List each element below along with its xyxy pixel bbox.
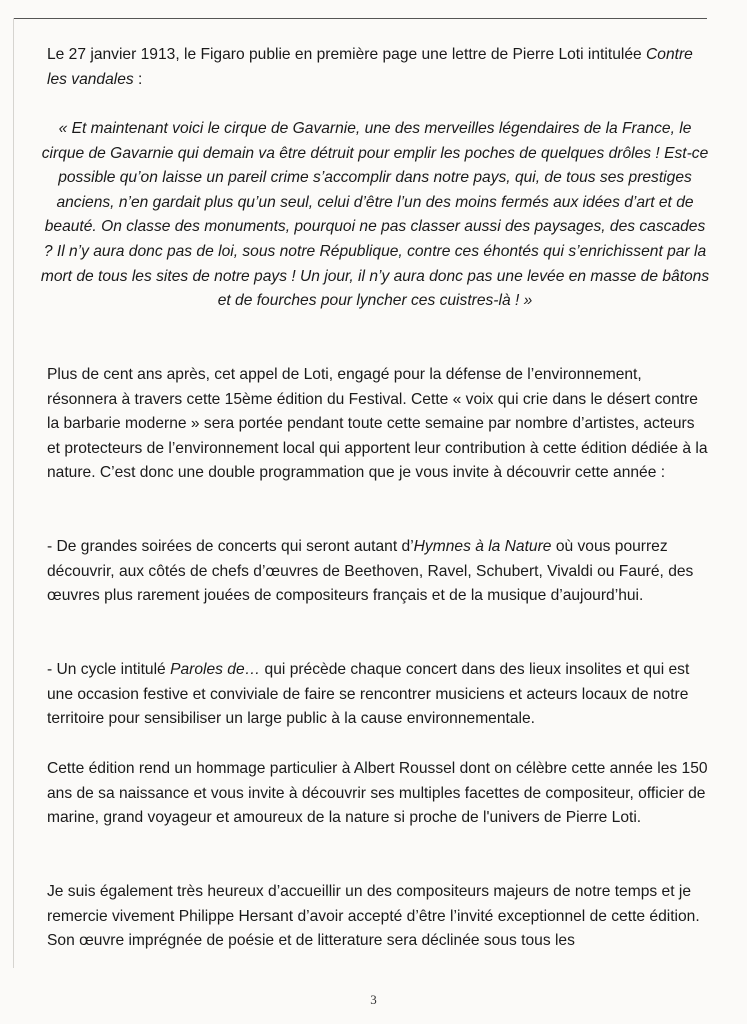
intro-text: Le 27 janvier 1913, le Figaro publie en première page une lettre de Pierre Loti intitulée [47, 46, 647, 63]
paragraph-concerts [47, 535, 710, 609]
paroles-text-after: qui précède chaque concert dans des lieux insolites et qui est une occasion festive et conviviale de faire se rencontrer musiciens et acteurs locaux de notre territoire pour sensibiliser un large public à la cause environnementale. [47, 661, 690, 728]
page-number: 3 [370, 992, 377, 1007]
concerts-text-after: où vous pourrez découvrir, aux côtés de chefs d’œuvres de Beethoven, Ravel, Schubert, Vivaldi ou Fauré, des œuvres plus rarement jouées de compositeurs français et de la musique d’aujourd’hui. [47, 538, 694, 605]
paragraph-roussel: Cette édition rend un hommage particulier à Albert Roussel dont on célèbre cette année les 150 ans de sa naissance et vous invite à découvrir ses multiples facettes de compositeur, officier de marine, grand voyageur et amoureux de la nature si proche de l'univers de Pierre Loti. [47, 760, 708, 827]
intro-colon: : [133, 70, 143, 88]
paroles-italic-title: Paroles de… [170, 661, 261, 678]
paragraph-loti-appeal: Plus de cent ans après, cet appel de Loti, engagé pour la défense de l’environnement, résonnera à travers cette 15ème édition du Festival. Cette « voix qui crie dans le désert contre la barbarie moderne » sera portée pendant toute cette semaine par nombre d’artistes, acteurs et protecteurs de l’environnement local qui apportent leur contribution à cette édition dédiée à la nature. C’est donc une double programmation que je vous invite à découvrir cette année : [47, 366, 708, 482]
intro-letter-title: Contre les vandales [47, 46, 693, 88]
concerts-text-before: - De grandes soirées de concerts qui seront autant d’ [47, 538, 414, 555]
paragraph-hersant: Je suis également très heureux d’accueillir un des compositeurs majeurs de notre temps et je remercie vivement Philippe Hersant d’avoir accepté d’être l’invité exceptionnel de cette édition. Son œuvre imprégnée de poésie et de litterature sera déclinée sous tous les [47, 883, 700, 950]
concerts-italic-title: Hymnes à la Nature [413, 538, 552, 555]
top-rule [14, 18, 707, 19]
paroles-text-before: - Un cycle intitulé [47, 661, 171, 678]
loti-quote: « Et maintenant voici le cirque de Gavarnie, une des merveilles légendaires de la France, le cirque de Gavarnie qui demain va être détruit pour emplir les poches de quelques drôles ! Est-ce possible qu’on laisse un pareil crime s’accomplir dans notre pays, qui, de tous ses prestiges anciens, n’en gardait plus qu’un seul, celui d’être l’un des moins fermés aux idées d’art et de beauté. On classe des monuments, pourquoi ne pas classer aussi des paysages, des cascades ? Il n’y aura donc pas de loi, sous notre République, contre ces éhontés qui s’enrichissent par la mort de tous les sites de notre pays ! Un jour, il n’y aura donc pas une levée en masse de bâtons et de fourches pour lyncher ces cuistres-là ! » [40, 120, 710, 310]
page-edge-line [13, 18, 14, 968]
paragraph-paroles-cycle [47, 658, 710, 732]
intro-paragraph [47, 43, 710, 92]
